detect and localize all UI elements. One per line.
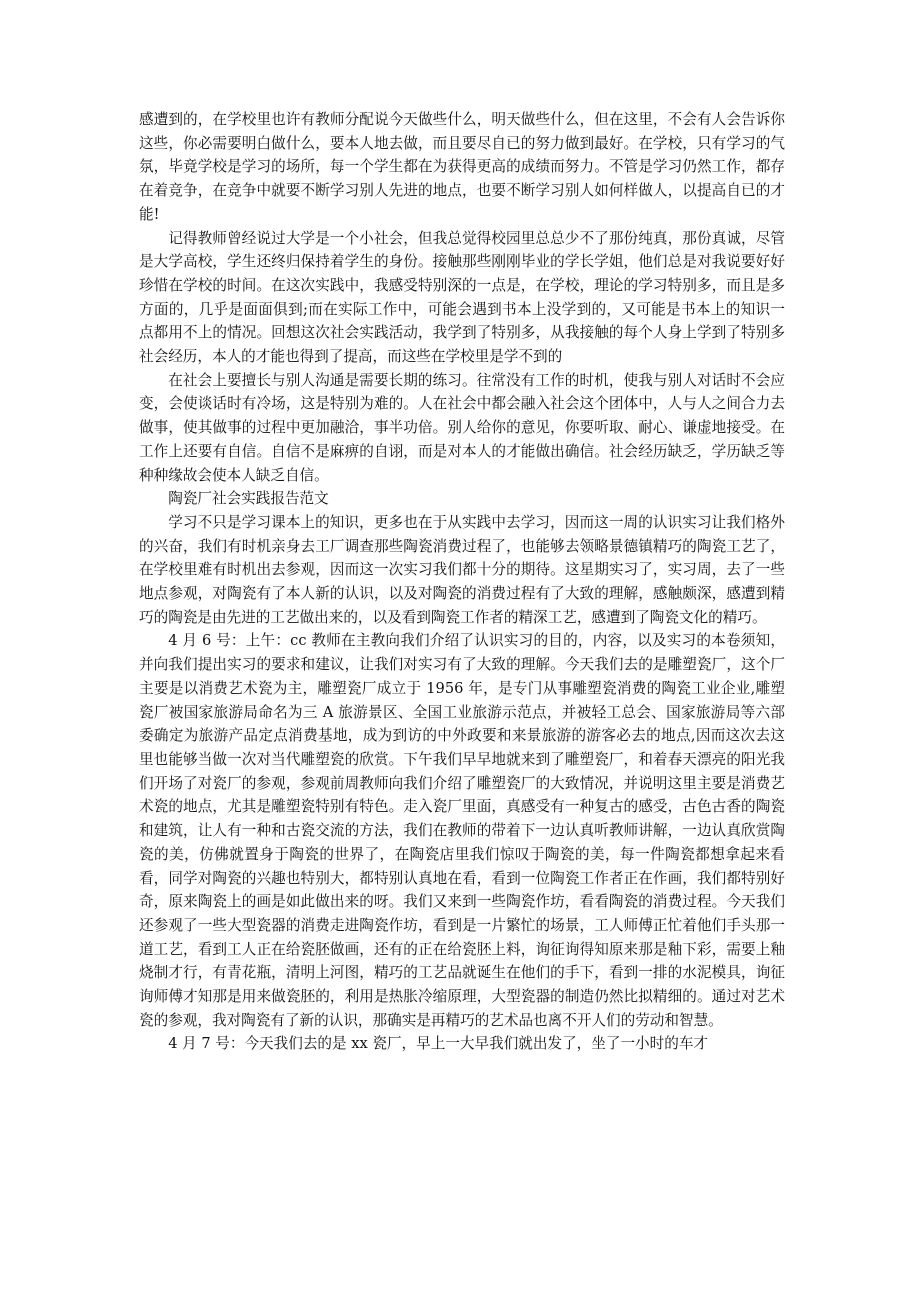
body-paragraph: 在社会上要擅长与别人沟通是需要长期的练习。往常没有工作的时机，使我与别人对话时不会应变，会使谈话时有冷场，这是特别为难的。人在社会中都会融入社会这个团体中，人与人之间合力去做事，使其做事的过程中更加融洽，事半功倍。别人给你的意见，你要听取、耐心、谦虚地接受。在工作上还要有自信。自信不是麻痹的自诩，而是对本人的才能做出确信。社会经历缺乏，学历缺乏等种种缘故会使本人缺乏自信。 (139, 371, 785, 484)
document-page (139, 108, 785, 1056)
section-heading: 陶瓷厂社会实践报告范文 (168, 490, 329, 508)
body-paragraph: 4 月 6 号：上午：cc 教师在主教向我们介绍了认识实习的目的，内容，以及实习的本卷须知，并向我们提出实习的要求和建议，让我们对实习有了大致的理解。今天我们去的是雕塑瓷厂，这个厂主要是以消费艺术瓷为主，雕塑瓷厂成立于 1956 年，是专门从事雕塑瓷消费的陶瓷工业企业,雕塑瓷厂被国家旅游局命名为三 A 旅游景区、全国工业旅游示范点，并被轻工总会、国家旅游局等六部委确定为旅游产品定点消费基地，成为到访的中外政要和来景旅游的游客必去的地点,因而这次去这里也能够当做一次对当代雕塑瓷的欣赏。下午我们早早地就来到了雕塑瓷厂，和着春天漂亮的阳光我们开场了对瓷厂的参观，参观前周教师向我们介绍了雕塑瓷厂的大致情况，并说明这里主要是消费艺术瓷的地点，尤其是雕塑瓷特别有特色。走入瓷厂里面，真感受有一种复古的感受，古色古香的陶瓷和建筑，让人有一种和古瓷交流的方法，我们在教师的带着下一边认真听教师讲解，一边认真欣赏陶瓷的美，仿佛就置身于陶瓷的世界了，在陶瓷店里我们惊叹于陶瓷的美，每一件陶瓷都想拿起来看看，同学对陶瓷的兴趣也特别大，都特别认真地在看，看到一位陶瓷工作者正在作画，我们都特别好奇，原来陶瓷上的画是如此做出来的呀。我们又来到一些陶瓷作坊，看看陶瓷的消费过程。今天我们还参观了一些大型瓷器的消费走进陶瓷作坊，看到是一片繁忙的场景，工人师傅正忙着他们手头那一道工艺，看到工人正在给瓷胚做画，还有的正在给瓷胚上料，询征询得知原来那是釉下彩，需要上釉烧制才行，有青花瓶，清明上河图，精巧的工艺品就诞生在他们的手下，看到一排的水泥模具，询征询师傅才知那是用来做瓷胚的，利用是热胀冷缩原理，大型瓷器的制造仍然比拟精细的。通过对艺术瓷的参观，我对陶瓷有了新的认识，那确实是再精巧的艺术品也离不开人们的劳动和智慧。 (139, 632, 785, 1029)
body-paragraph: 4 月 7 号：今天我们去的是 xx 瓷厂，早上一大早我们就出发了，坐了一小时的车才 (168, 1035, 709, 1053)
body-paragraph: 记得教师曾经说过大学是一个小社会，但我总觉得校园里总总少不了那份纯真，那份真诚，尽管是大学高校，学生还终归保持着学生的身份。接触那些刚刚毕业的学长学姐，他们总是对我说要好好珍惜在学校的时间。在这次实践中，我感受特别深的一点是，在学校，理论的学习特别多，而且是多方面的，几乎是面面俱到;而在实际工作中，可能会遇到书本上没学到的，又可能是书本上的知识一点都用不上的情况。回想这次社会实践活动，我学到了特别多，从我接触的每个人身上学到了特别多社会经历，本人的才能也得到了提高，而这些在学校里是学不到的 (139, 229, 785, 366)
body-paragraph: 感遭到的，在学校里也许有教师分配说今天做些什么，明天做些什么，但在这里，不会有人会告诉你这些，你必需要明白做什么，要本人地去做，而且要尽自已的努力做到最好。在学校，只有学习的气氛，毕竟学校是学习的场所，每一个学生都在为获得更高的成绩而努力。不管是学习仍然工作，都存在着竞争，在竞争中就要不断学习别人先进的地点，也要不断学习别人如何样做人，以提高自已的才能! (139, 111, 785, 223)
body-paragraph: 学习不只是学习课本上的知识，更多也在于从实践中去学习，因而这一周的认识实习让我们格外的兴奋，我们有时机亲身去工厂调查那些陶瓷消费过程了，也能够去领略景德镇精巧的陶瓷工艺了，在学校里难有时机出去参观，因而这一次实习我们都十分的期待。这星期实习了，实习周，去了一些地点参观，对陶瓷有了本人新的认识，以及对陶瓷的消费过程有了大致的理解，感触颇深，感遭到精巧的陶瓷是由先进的工艺做出来的，以及看到陶瓷工作者的精深工艺，感遭到了陶瓷文化的精巧。 (139, 513, 785, 626)
